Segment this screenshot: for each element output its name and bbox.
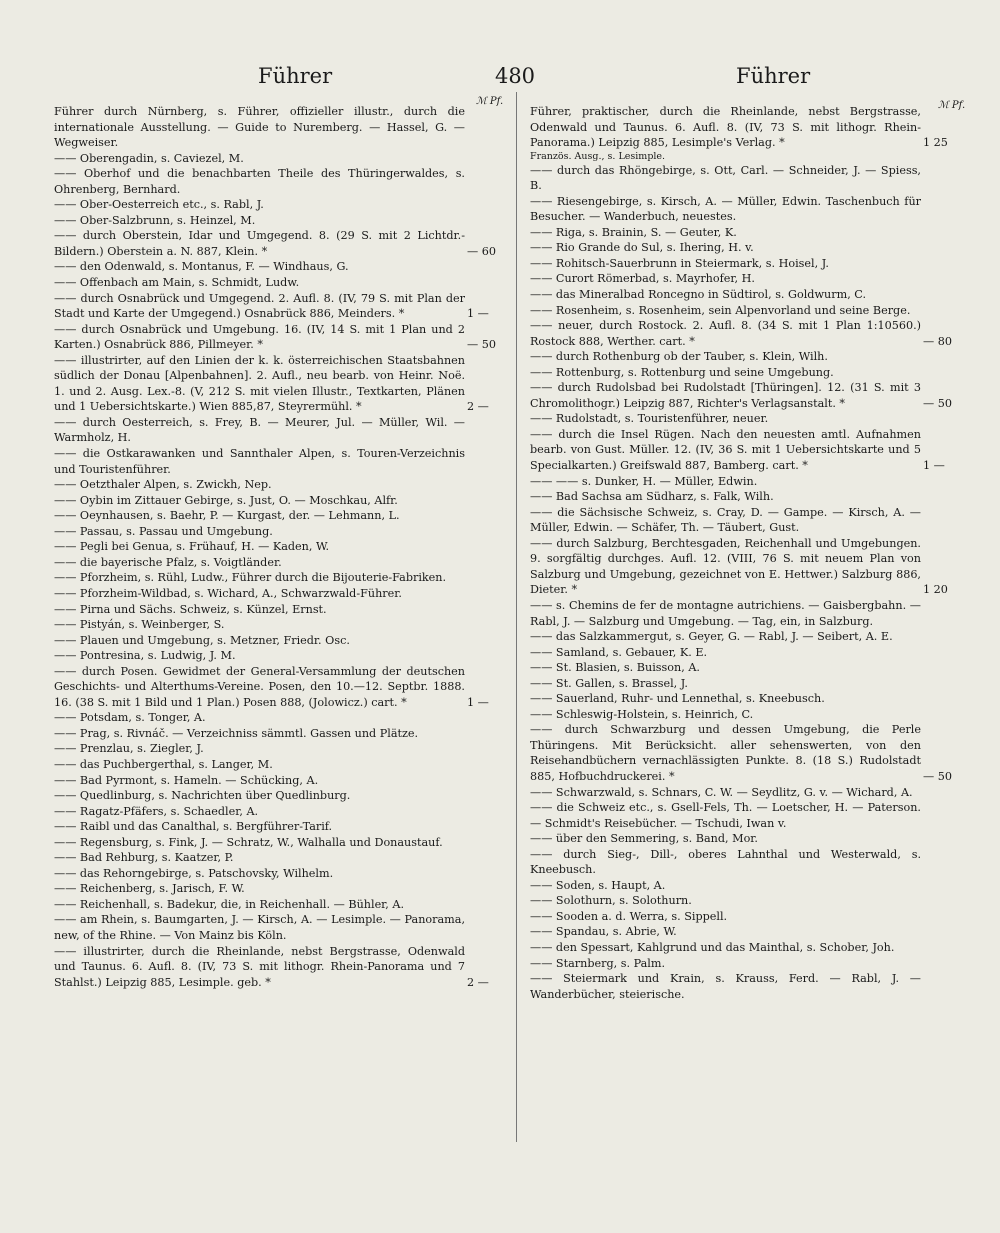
catalog-entry [530,536,967,598]
entry-text: —— durch Rudolsbad bei Rudolstadt [Thüringen]. 12. (31 S. mit 3 Chromolithogr.) Leipzig 887, Richter's Verlagsanstalt. * [530,381,921,410]
catalog-entry [54,710,511,726]
catalog-entry [530,940,967,956]
entry-text: —— Pontresina, s. Ludwig, J. M. [54,649,236,663]
catalog-entry [530,924,967,940]
entry-text: —— durch die Insel Rügen. Nach den neuesten amtl. Aufnahmen bearb. von Gust. Müller. 12. (IV, 36 S. mit 1 Uebersichtskarte und 5 Specialkarten.) Greifswald 887, Bamberg. cart. * [530,427,921,473]
catalog-entry [54,555,511,571]
catalog-entry [530,365,967,381]
entry-text: —— Riesengebirge, s. Kirsch, A. — Müller, Edwin. Taschenbuch für Besucher. — Wanderbuch, neuestes. [530,194,921,224]
catalog-entry [530,847,967,878]
catalog-entry [54,726,511,742]
catalog-entry [530,474,967,490]
catalog-entry [530,427,967,474]
entry-text: —— —— s. Dunker, H. — Müller, Edwin. [530,474,758,488]
entry-text: —— Passau, s. Passau und Umgebung. [54,524,273,538]
catalog-entry [54,850,511,866]
left-entry-list [54,104,511,990]
catalog-entry [54,104,511,151]
entry-text: —— Oybin im Zittauer Gebirge, s. Just, O. — Moschkau, Alfr. [54,493,398,507]
catalog-entry [54,446,511,477]
entry-text: —— Solothurn, s. Solothurn. [530,894,692,908]
catalog-entry [54,291,511,322]
column-divider [516,92,517,1142]
entry-text: —— das Rehorngebirge, s. Patschovsky, Wilhelm. [54,866,334,880]
entry-text: —— durch Osnabrück und Umgegend. 2. Aufl. 8. (IV, 79 S. mit Plan der Stadt und Karte der Umgegend.) Osnabrück 886, Meinders. * [54,291,465,321]
entry-text: —— am Rhein, s. Baumgarten, J. — Kirsch, A. — Lesimple. — Panorama, new, of the Rhine. — Von Mainz bis Köln. [54,913,465,942]
entry-text: —— Bad Sachsa am Südharz, s. Falk, Wilh. [530,490,774,504]
entry-text: —— durch Salzburg, Berchtesgaden, Reichenhall und Umgebungen. 9. sorgfältig durchges. Aufl. 12. (VIII, 76 S. mit neuem Plan von Salzburg und Umgebung, gezeichnet von E. Hettwer.) Salzburg 886, Dieter. * [530,536,921,597]
catalog-entry [54,912,511,943]
catalog-entry [530,411,967,427]
catalog-entry [530,971,967,1002]
left-column [54,92,511,1142]
catalog-entry [530,598,967,629]
catalog-entry [530,194,967,225]
catalog-entry [54,664,511,711]
entry-text: —— durch Osnabrück und Umgebung. 16. (IV, 14 S. mit 1 Plan und 2 Karten.) Osnabrück 886, Pillmeyer. * [54,322,465,352]
entry-text: —— Pistyán, s. Weinberger, S. [54,618,225,632]
catalog-entry [530,722,967,784]
entry-text: —— durch das Rhöngebirge, s. Ott, Carl. — Schneider, J. — Spiess, B. [530,163,921,193]
entry-text: —— Starnberg, s. Palm. [530,956,666,970]
entry-text: —— durch Posen. Gewidmet der General-Versammlung der deutschen Geschichts- und Alterthums-Vereine. Posen, den 10.—12. Septbr. 1888. 16. (38 S. mit 1 Bild und 1 Plan.) Posen 888, (Jolowicz.) cart. * [54,664,465,709]
entry-text: —— Bad Rehburg, s. Kaatzer, P. [54,851,234,865]
entry-price: — 50 [923,769,952,783]
entry-text: —— Reichenberg, s. Jarisch, F. W. [54,882,245,896]
catalog-entry [54,602,511,618]
catalog-entry [530,240,967,256]
catalog-entry [530,800,967,831]
entry-price: — 80 [923,334,952,348]
entry-text: —— St. Blasien, s. Buisson, A. [530,661,700,675]
entry-text: —— Oberengadin, s. Caviezel, M. [54,151,244,165]
catalog-entry [530,489,967,505]
entry-text: —— Raibl und das Canalthal, s. Bergführer-Tarif. [54,820,333,834]
entry-text: —— das Salzkammergut, s. Geyer, G. — Rabl, J. — Seibert, A. E. [530,630,893,644]
entry-text: —— Ragatz-Pfäfers, s. Schaedler, A. [54,804,259,818]
catalog-entry [54,228,511,259]
catalog-entry [54,477,511,493]
catalog-entry [54,353,511,415]
catalog-entry [54,741,511,757]
catalog-entry [54,617,511,633]
catalog-entry [530,691,967,707]
catalog-entry [54,897,511,913]
catalog-entry [530,225,967,241]
entry-text: —— Riga, s. Brainin, S. — Geuter, K. [530,225,737,239]
entry-text: —— Sauerland, Ruhr- und Lennethal, s. Kneebusch. [530,692,825,706]
entry-text: —— über den Semmering, s. Band, Mor. [530,832,758,846]
entry-text: —— Bad Pyrmont, s. Hameln. — Schücking, A. [54,773,319,787]
entry-text: —— Oberhof und die benachbarten Theile des Thüringerwaldes, s. Ohrenberg, Bernhard. [54,167,465,196]
catalog-entry [54,819,511,835]
entry-text: —— das Puchbergerthal, s. Langer, M. [54,757,273,771]
entry-text: —— Sooden a. d. Werra, s. Sippell. [530,909,728,923]
catalog-entry [530,256,967,272]
catalog-entry [530,318,967,349]
catalog-entry [54,881,511,897]
entry-text: —— Curort Römerbad, s. Mayrhofer, H. [530,272,755,286]
catalog-entry [530,707,967,723]
entry-text: —— Prag, s. Rivnáč. — Verzeichniss sämmtl. Gassen und Plätze. [54,726,419,740]
catalog-entry [54,213,511,229]
catalog-entry [530,151,967,163]
entry-text: Führer, praktischer, durch die Rheinlande, nebst Bergstrasse, Odenwald und Taunus. 6. Aufl. 8. (IV, 73 S. mit lithogr. Rhein-Panorama.) Leipzig 885, Lesimple's Verlag. * [530,105,921,150]
catalog-entry [530,909,967,925]
running-head-right: Führer [736,64,811,88]
entry-text: —— Offenbach am Main, s. Schmidt, Ludw. [54,276,300,290]
catalog-entry [530,349,967,365]
currency-label-left: ℳ Pf. [476,96,504,107]
catalog-entry [530,831,967,847]
entry-text: —— Potsdam, s. Tonger, A. [54,711,206,725]
catalog-entry [54,415,511,446]
catalog-entry [530,163,967,194]
entry-text: —— Prenzlau, s. Ziegler, J. [54,742,204,756]
entry-text: —— das Mineralbad Roncegno in Südtirol, s. Goldwurm, C. [530,288,867,302]
entry-text: —— neuer, durch Rostock. 2. Aufl. 8. (34 S. mit 1 Plan 1:10560.) Rostock 888, Werther. cart. * [530,319,921,348]
entry-text: —— Rottenburg, s. Rottenburg und seine Umgebung. [530,365,834,379]
entry-price: — 50 [923,396,952,410]
entry-text: —— die Schweiz etc., s. Gsell-Fels, Th. — Loetscher, H. — Paterson. — Schmidt's Reisebücher. — Tschudi, Iwan v. [530,801,921,830]
catalog-entry [530,878,967,894]
catalog-entry [54,773,511,789]
running-head-left: Führer [258,64,333,88]
entry-text: —— Quedlinburg, s. Nachrichten über Quedlinburg. [54,789,351,803]
catalog-entry [54,524,511,540]
catalog-entry [530,660,967,676]
entry-text: —— durch Oesterreich, s. Frey, B. — Meurer, Jul. — Müller, Wil. — Warmholz, H. [54,415,465,445]
catalog-entry [54,166,511,197]
entry-text: —— Pirna und Sächs. Schweiz, s. Künzel, Ernst. [54,602,327,616]
entry-text: —— Pforzheim-Wildbad, s. Wichard, A., Schwarzwald-Führer. [54,586,402,600]
catalog-entry [530,380,967,411]
entry-text: —— s. Chemins de fer de montagne autrichiens. — Gaisbergbahn. — Rabl, J. — Salzburg und Umgebung. — Tag, ein, in Salzburg. [530,598,921,628]
entry-text: —— durch Sieg-, Dill-, oberes Lahnthal und Westerwald, s. Kneebusch. [530,847,921,877]
catalog-entry [54,322,511,353]
entry-text: —— Oetzthaler Alpen, s. Zwickh, Nep. [54,478,272,492]
catalog-entry [54,508,511,524]
catalog-entry [54,151,511,167]
entry-text: —— durch Oberstein, Idar und Umgegend. 8. (29 S. mit 2 Lichtdr.-Bildern.) Oberstein a. N. 887, Klein. * [54,229,465,258]
entry-text: —— St. Gallen, s. Brassel, J. [530,676,688,690]
entry-price: 2 — [467,400,489,414]
entry-text: —— illustrirter, durch die Rheinlande, nebst Bergstrasse, Odenwald und Taunus. 6. Aufl. 8. (IV, 73 S. mit lithogr. Rhein-Panorama und 7 Stahlst.) Leipzig 885, Lesimple. geb. * [54,944,465,989]
entry-price: 1 — [467,307,489,321]
entry-text: —— Oeynhausen, s. Baehr, P. — Kurgast, der. — Lehmann, L. [54,509,400,523]
catalog-entry [54,788,511,804]
entry-text: —— Schwarzwald, s. Schnars, C. W. — Seydlitz, G. v. — Wichard, A. [530,785,913,799]
entry-text: —— Steiermark und Krain, s. Krauss, Ferd. — Rabl, J. — Wanderbücher, steierische. [530,972,921,1001]
entry-price: 1 — [923,459,945,473]
catalog-entry [530,303,967,319]
catalog-entry [530,956,967,972]
page-number: 480 [494,64,536,88]
catalog-entry [54,633,511,649]
entry-text: —— Rosenheim, s. Rosenheim, sein Alpenvorland und seine Berge. [530,303,911,317]
entry-text: —— Reichenhall, s. Badekur, die, in Reichenhall. — Bühler, A. [54,897,405,911]
entry-text: —— die Sächsische Schweiz, s. Cray, D. — Gampe. — Kirsch, A. — Müller, Edwin. — Schäfer, Th. — Täubert, Gust. [530,505,921,535]
catalog-entry [54,804,511,820]
entry-text: —— Pegli bei Genua, s. Frühauf, H. — Kaden, W. [54,540,330,554]
catalog-entry [530,505,967,536]
entry-text: —— durch Schwarzburg und dessen Umgebung, die Perle Thüringens. Mit Berücksicht. aller sehenswerten, von den Reisehandbüchern vernachlässigten Punkte. 8. (18 S.) Rudolstadt 885, Hofbuchdruckerei. * [530,723,921,783]
catalog-entry [54,835,511,851]
entry-price: 1 25 [923,136,948,150]
entry-text: —— illustrirter, auf den Linien der k. k. österreichischen Staatsbahnen südlich der Donau [Alpenbahnen]. 2. Aufl., neu bearb. von Heinr. Noë. 1. und 2. Ausg. Lex.-8. (V, 212 S. mit vielen Illustr., Textkarten, Plänen und 1 Uebersichtskarte.) Wien 885,87, Steyrermühl. * [54,353,465,414]
entry-text: —— Rudolstadt, s. Touristenführer, neuer. [530,412,769,426]
entry-text: —— die bayerische Pfalz, s. Voigtländer. [54,555,282,569]
entry-text: —— Ober-Oesterreich etc., s. Rabl, J. [54,198,264,212]
catalog-entry [54,570,511,586]
currency-label-right: ℳ Pf. [938,100,966,111]
catalog-entry [54,259,511,275]
entry-price: 2 — [467,975,489,989]
catalog-entry [530,785,967,801]
entry-text: —— Spandau, s. Abrie, W. [530,925,677,939]
catalog-entry [54,757,511,773]
entry-text: —— Soden, s. Haupt, A. [530,878,666,892]
entry-text: —— den Spessart, Kahlgrund und das Mainthal, s. Schober, Joh. [530,940,895,954]
catalog-entry [530,104,967,151]
right-entry-list [530,104,967,1002]
entry-text: —— Regensburg, s. Fink, J. — Schratz, W., Walhalla und Donaustauf. [54,835,443,849]
catalog-entry [530,287,967,303]
entry-text: —— Plauen und Umgebung, s. Metzner, Friedr. Osc. [54,633,350,647]
catalog-entry [530,676,967,692]
entry-text: —— Samland, s. Gebauer, K. E. [530,645,708,659]
catalog-entry [54,648,511,664]
entry-text: —— den Odenwald, s. Montanus, F. — Windhaus, G. [54,260,349,274]
entry-price: — 60 [467,244,496,258]
entry-text: —— Schleswig-Holstein, s. Heinrich, C. [530,707,754,721]
catalog-entry [54,275,511,291]
entry-text: —— Rohitsch-Sauerbrunn in Steiermark, s. Hoisel, J. [530,256,829,270]
entry-text: Führer durch Nürnberg, s. Führer, offizieller illustr., durch die internationale Ausstellung. — Guide to Nuremberg. — Hassel, G. — Wegweiser. [54,105,465,150]
entry-text: —— Pforzheim, s. Rühl, Ludw., Führer durch die Bijouterie-Fabriken. [54,571,447,585]
entry-price: 1 — [467,695,489,709]
entry-text: Französ. Ausg., s. Lesimple. [530,150,666,162]
catalog-entry [530,271,967,287]
catalog-entry [54,197,511,213]
entry-text: —— Ober-Salzbrunn, s. Heinzel, M. [54,213,256,227]
entry-text: —— durch Rothenburg ob der Tauber, s. Klein, Wilh. [530,350,828,364]
catalog-entry [530,629,967,645]
entry-text: —— Rio Grande do Sul, s. Ihering, H. v. [530,241,754,255]
catalog-entry [54,944,511,991]
catalog-entry [530,893,967,909]
catalog-entry [54,539,511,555]
entry-price: — 50 [467,338,496,352]
entry-price: 1 20 [923,583,948,597]
entry-text: —— die Ostkarawanken und Sannthaler Alpen, s. Touren-Verzeichnis und Touristenführer. [54,447,465,476]
page-header [0,64,1000,94]
catalog-entry [54,866,511,882]
right-column [530,92,967,1142]
catalog-entry [530,645,967,661]
catalog-entry [54,586,511,602]
catalog-entry [54,493,511,509]
